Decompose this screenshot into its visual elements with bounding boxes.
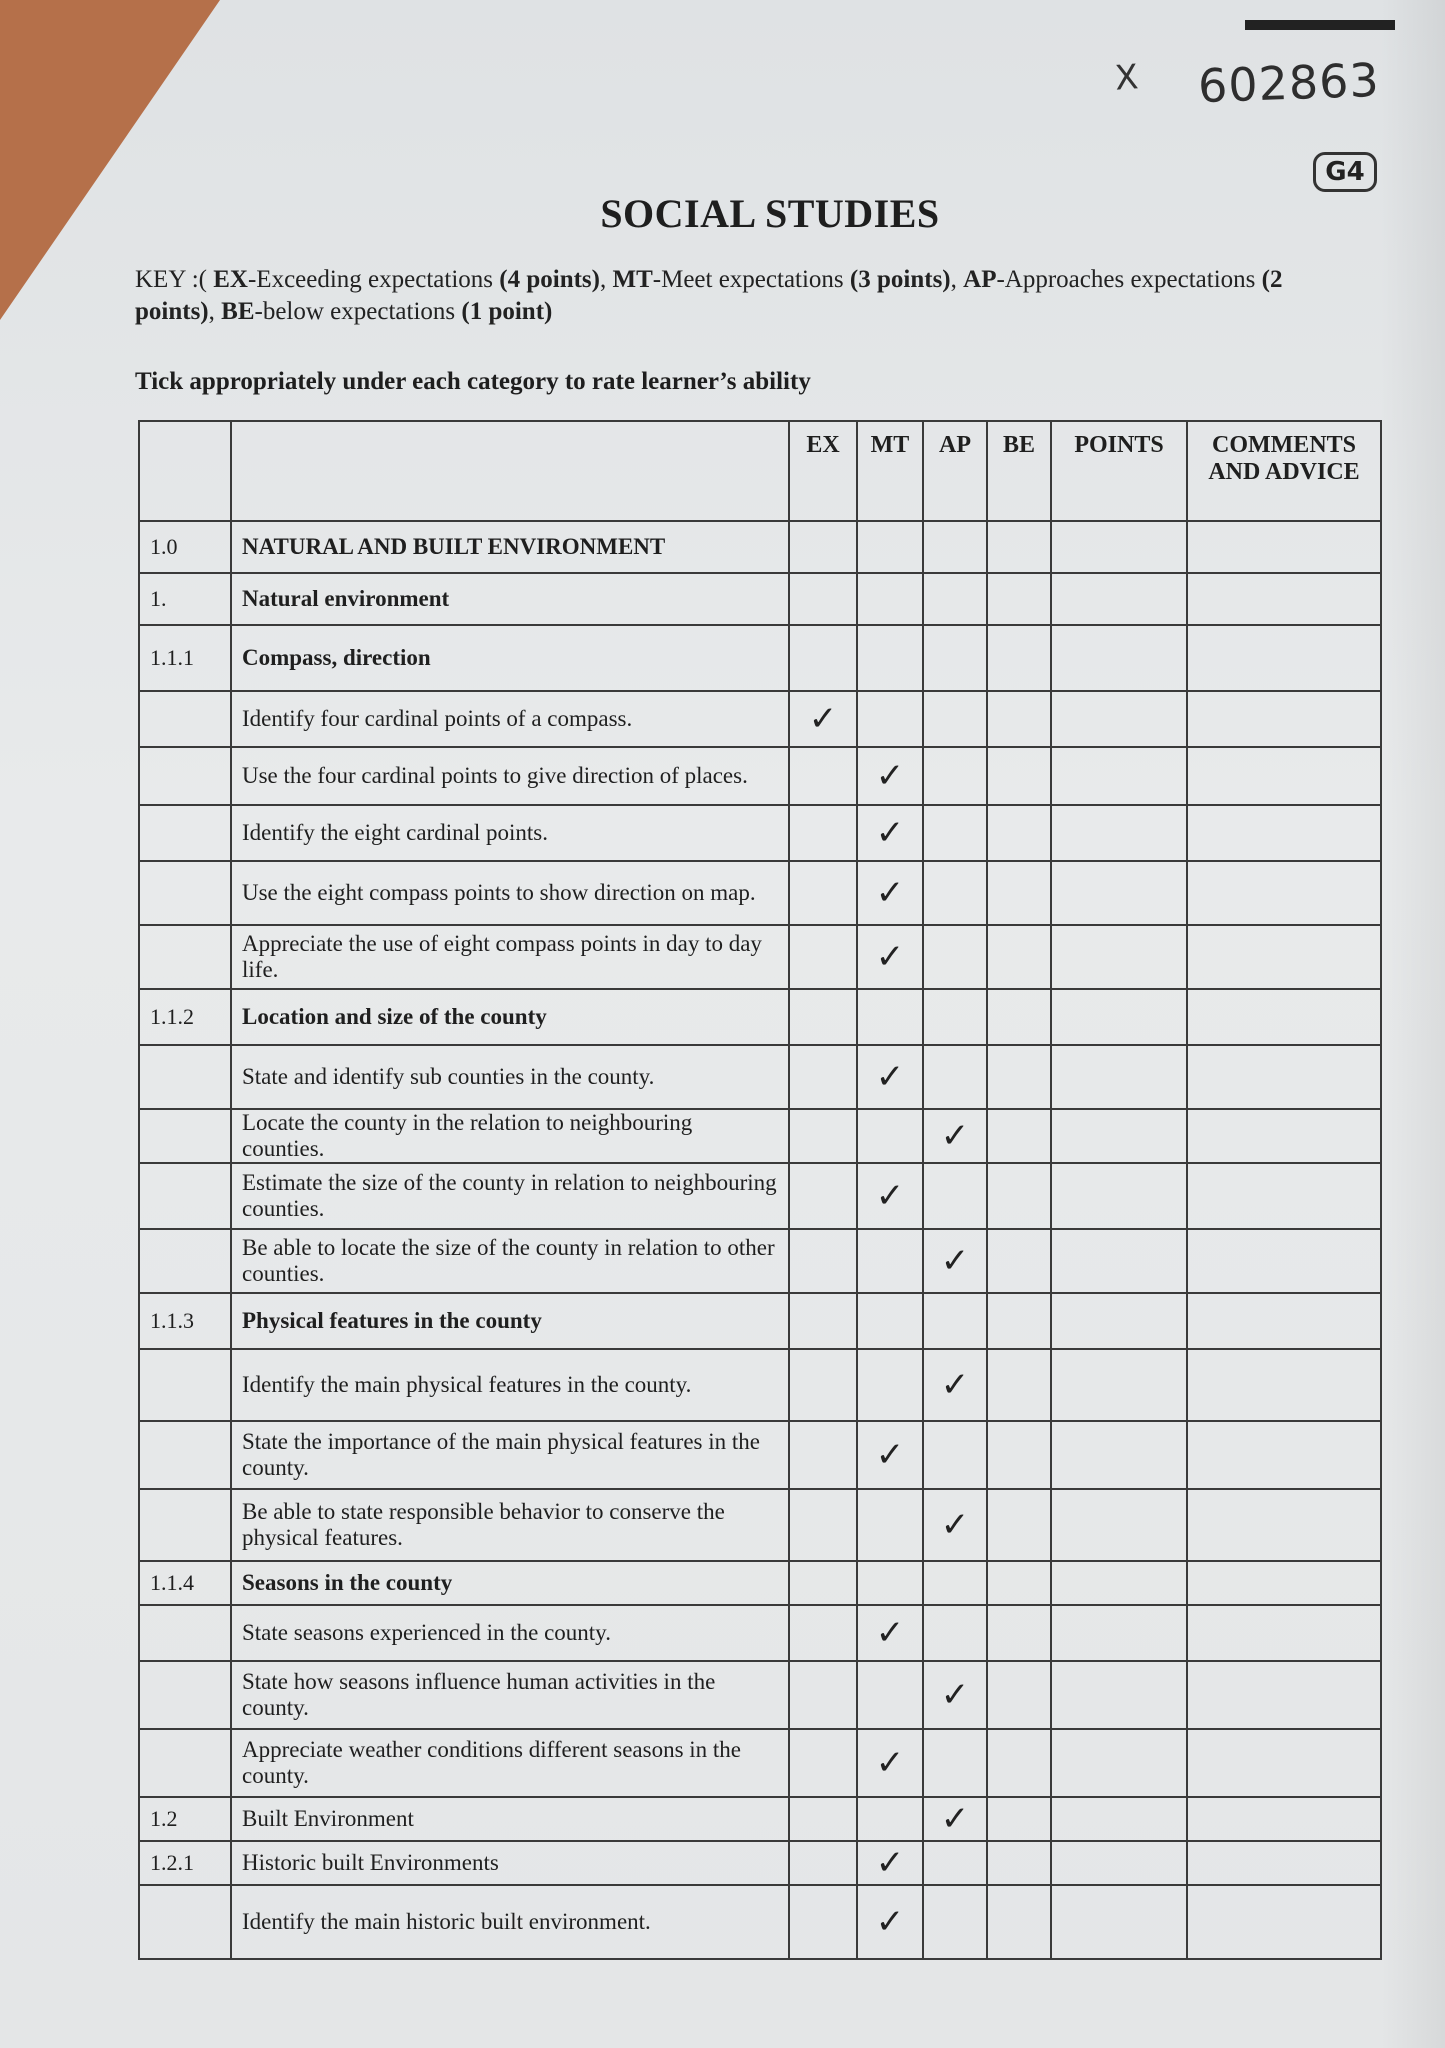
row-number [139, 1489, 231, 1561]
learning-outcome: Identify the main physical features in the county. [231, 1349, 789, 1421]
tick-mark-icon: ✓ [940, 1675, 970, 1715]
rating-cell-ap[interactable] [923, 1349, 987, 1421]
rating-cell-mt[interactable] [857, 1489, 923, 1561]
rating-cell-ap[interactable] [923, 1293, 987, 1349]
learning-outcome: Be able to locate the size of the county in relation to other counties. [231, 1229, 789, 1293]
row-number: 1.1.2 [139, 989, 231, 1045]
rating-cell-be[interactable] [987, 691, 1051, 747]
rating-cell-mt[interactable] [857, 1841, 923, 1885]
rating-cell-mt[interactable] [857, 625, 923, 691]
comments-cell[interactable] [1187, 1661, 1381, 1729]
rating-cell-ex[interactable] [789, 1885, 857, 1959]
key-mt-code: MT [612, 266, 653, 293]
rating-key: KEY :( EX-Exceeding expectations (4 points), MT-Meet expectations (3 points), AP-Approaches expectations (2 points), BE-below expectations (1 point) [135, 266, 1283, 325]
section-heading: Location and size of the county [231, 989, 789, 1045]
rating-cell-be[interactable] [987, 1421, 1051, 1489]
comments-cell[interactable] [1187, 1797, 1381, 1841]
tick-mark-icon: ✓ [875, 937, 905, 977]
rating-cell-ex[interactable] [789, 1489, 857, 1561]
table-row [139, 1045, 1381, 1109]
comments-cell[interactable] [1187, 1293, 1381, 1349]
rating-cell-be[interactable] [987, 1293, 1051, 1349]
learning-outcome: Identify the main historic built environment. [231, 1885, 789, 1959]
row-number [139, 691, 231, 747]
rating-cell-ex[interactable] [789, 1109, 857, 1163]
column-header-points: POINTS [1051, 421, 1187, 521]
row-number [139, 925, 231, 989]
rating-cell-ap[interactable] [923, 1729, 987, 1797]
points-cell[interactable] [1051, 1229, 1187, 1293]
table-row [139, 1109, 1381, 1163]
comments-cell[interactable] [1187, 805, 1381, 861]
tick-mark-icon: ✓ [875, 1613, 905, 1653]
rating-cell-mt[interactable] [857, 861, 923, 925]
row-number [139, 1109, 231, 1163]
key-ap-code: AP [963, 266, 997, 293]
points-cell[interactable] [1051, 747, 1187, 805]
rating-cell-mt[interactable] [857, 989, 923, 1045]
paper-edge-shadow [1380, 0, 1445, 2048]
points-cell[interactable] [1051, 1045, 1187, 1109]
rating-cell-ex[interactable] [789, 1421, 857, 1489]
rating-cell-ex[interactable] [789, 573, 857, 625]
column-header-ap: AP [923, 421, 987, 521]
rating-cell-ap[interactable] [923, 691, 987, 747]
rating-cell-mt[interactable] [857, 1229, 923, 1293]
rating-cell-mt[interactable] [857, 1661, 923, 1729]
rating-cell-mt[interactable] [857, 1293, 923, 1349]
grade-badge: G4 [1313, 152, 1377, 192]
key-ex-text: -Exceeding expectations [247, 266, 500, 293]
learning-outcome: Be able to state responsible behavior to conserve the physical features. [231, 1489, 789, 1561]
comments-cell[interactable] [1187, 861, 1381, 925]
tick-mark-icon: ✓ [940, 1799, 970, 1839]
rating-cell-mt[interactable] [857, 573, 923, 625]
key-ap-text: -Approaches expectations [996, 266, 1262, 293]
rating-cell-ex[interactable] [789, 989, 857, 1045]
handwritten-mark: X [1113, 57, 1140, 99]
tick-mark-icon: ✓ [940, 1241, 970, 1281]
points-cell[interactable] [1051, 861, 1187, 925]
rating-cell-ex[interactable] [789, 1561, 857, 1605]
rating-cell-be[interactable] [987, 1489, 1051, 1561]
section-heading: Seasons in the county [231, 1561, 789, 1605]
table-row [139, 625, 1381, 691]
points-cell[interactable] [1051, 1163, 1187, 1229]
rating-cell-ap[interactable] [923, 1163, 987, 1229]
rating-cell-be[interactable] [987, 573, 1051, 625]
tick-mark-icon: ✓ [875, 813, 905, 853]
rating-cell-be[interactable] [987, 1229, 1051, 1293]
row-number [139, 747, 231, 805]
row-number: 1. [139, 573, 231, 625]
tick-mark-icon: ✓ [875, 1176, 905, 1216]
table-row [139, 1661, 1381, 1729]
column-header-be: BE [987, 421, 1051, 521]
rating-cell-mt[interactable] [857, 1797, 923, 1841]
row-number: 1.0 [139, 521, 231, 573]
rating-cell-be[interactable] [987, 1605, 1051, 1661]
rating-cell-mt[interactable] [857, 805, 923, 861]
rating-cell-ap[interactable] [923, 747, 987, 805]
points-cell[interactable] [1051, 1729, 1187, 1797]
rating-cell-mt[interactable] [857, 1605, 923, 1661]
rating-cell-be[interactable] [987, 925, 1051, 989]
rating-cell-ex[interactable] [789, 1293, 857, 1349]
rating-cell-ap[interactable] [923, 521, 987, 573]
rating-cell-be[interactable] [987, 805, 1051, 861]
rating-cell-ap[interactable] [923, 861, 987, 925]
learning-outcome: Built Environment [231, 1797, 789, 1841]
rating-cell-be[interactable] [987, 1045, 1051, 1109]
top-edge-bar [1245, 20, 1395, 30]
rating-cell-mt[interactable] [857, 1729, 923, 1797]
tick-mark-icon: ✓ [875, 1902, 905, 1942]
table-row [139, 747, 1381, 805]
tick-mark-icon: ✓ [940, 1505, 970, 1545]
row-number [139, 861, 231, 925]
rating-cell-be[interactable] [987, 625, 1051, 691]
key-be-code: BE [221, 298, 255, 325]
rating-cell-ap[interactable] [923, 1109, 987, 1163]
rating-cell-be[interactable] [987, 1561, 1051, 1605]
rating-cell-be[interactable] [987, 989, 1051, 1045]
row-number [139, 1661, 231, 1729]
header-row [139, 421, 1381, 521]
learning-outcome: Identify the eight cardinal points. [231, 805, 789, 861]
points-cell[interactable] [1051, 805, 1187, 861]
tick-mark-icon: ✓ [875, 756, 905, 796]
comments-cell[interactable] [1187, 1349, 1381, 1421]
table-row [139, 1885, 1381, 1959]
rating-cell-ex[interactable] [789, 747, 857, 805]
comments-cell[interactable] [1187, 1605, 1381, 1661]
rating-cell-mt[interactable] [857, 1561, 923, 1605]
assessment-table [138, 420, 1382, 1960]
tick-mark-icon: ✓ [875, 1843, 905, 1883]
rating-cell-be[interactable] [987, 1163, 1051, 1229]
rating-cell-mt[interactable] [857, 1163, 923, 1229]
rating-cell-be[interactable] [987, 1661, 1051, 1729]
table-row [139, 925, 1381, 989]
points-cell[interactable] [1051, 925, 1187, 989]
points-cell[interactable] [1051, 691, 1187, 747]
rating-cell-mt[interactable] [857, 1349, 923, 1421]
table-row [139, 1229, 1381, 1293]
rating-cell-be[interactable] [987, 1349, 1051, 1421]
table-row [139, 1421, 1381, 1489]
rating-cell-ex[interactable] [789, 1605, 857, 1661]
table-row [139, 691, 1381, 747]
comments-cell[interactable] [1187, 1229, 1381, 1293]
tick-mark-icon: ✓ [808, 699, 838, 739]
comments-cell[interactable] [1187, 1729, 1381, 1797]
comments-cell[interactable] [1187, 1421, 1381, 1489]
table-row [139, 1349, 1381, 1421]
rating-cell-ap[interactable] [923, 805, 987, 861]
table-row [139, 805, 1381, 861]
comments-cell[interactable] [1187, 691, 1381, 747]
learning-outcome: State how seasons influence human activities in the county. [231, 1661, 789, 1729]
rating-cell-ex[interactable] [789, 1349, 857, 1421]
points-cell[interactable] [1051, 1109, 1187, 1163]
row-number: 1.1.3 [139, 1293, 231, 1349]
rating-cell-be[interactable] [987, 1109, 1051, 1163]
points-cell[interactable] [1051, 625, 1187, 691]
rating-cell-mt[interactable] [857, 1045, 923, 1109]
points-cell[interactable] [1051, 1885, 1187, 1959]
learning-outcome: Appreciate weather conditions different seasons in the county. [231, 1729, 789, 1797]
rating-cell-mt[interactable] [857, 1109, 923, 1163]
rating-cell-be[interactable] [987, 747, 1051, 805]
rating-cell-ap[interactable] [923, 1885, 987, 1959]
row-number [139, 1229, 231, 1293]
rating-cell-ap[interactable] [923, 573, 987, 625]
row-number: 1.2 [139, 1797, 231, 1841]
comments-cell[interactable] [1187, 1885, 1381, 1959]
points-cell[interactable] [1051, 1561, 1187, 1605]
table-row [139, 1797, 1381, 1841]
rating-cell-ex[interactable] [789, 925, 857, 989]
rating-cell-mt[interactable] [857, 747, 923, 805]
table-body [139, 521, 1381, 1959]
comments-cell[interactable] [1187, 989, 1381, 1045]
row-number: 1.2.1 [139, 1841, 231, 1885]
points-cell[interactable] [1051, 989, 1187, 1045]
row-number [139, 1163, 231, 1229]
points-cell[interactable] [1051, 521, 1187, 573]
key-be-points: (1 point) [461, 298, 553, 325]
rating-cell-ex[interactable] [789, 691, 857, 747]
learning-outcome: Identify four cardinal points of a compass. [231, 691, 789, 747]
key-ex-code: EX [213, 266, 248, 293]
rating-cell-ap[interactable] [923, 1229, 987, 1293]
table-row [139, 861, 1381, 925]
table-row [139, 1561, 1381, 1605]
rating-cell-mt[interactable] [857, 1421, 923, 1489]
comments-cell[interactable] [1187, 1561, 1381, 1605]
section-heading: Physical features in the county [231, 1293, 789, 1349]
tick-mark-icon: ✓ [875, 1057, 905, 1097]
comments-cell[interactable] [1187, 1489, 1381, 1561]
row-number [139, 1605, 231, 1661]
section-heading: Compass, direction [231, 625, 789, 691]
rating-cell-ap[interactable] [923, 925, 987, 989]
table-row [139, 989, 1381, 1045]
rating-cell-ap[interactable] [923, 989, 987, 1045]
row-number [139, 1885, 231, 1959]
points-cell[interactable] [1051, 1349, 1187, 1421]
key-prefix: KEY :( [135, 266, 214, 293]
comments-cell[interactable] [1187, 573, 1381, 625]
comments-cell[interactable] [1187, 1163, 1381, 1229]
section-heading: Natural environment [231, 573, 789, 625]
rating-cell-ex[interactable] [789, 1729, 857, 1797]
comments-cell[interactable] [1187, 925, 1381, 989]
points-cell[interactable] [1051, 1797, 1187, 1841]
points-cell[interactable] [1051, 1489, 1187, 1561]
learning-outcome: State the importance of the main physical features in the county. [231, 1421, 789, 1489]
rating-cell-be[interactable] [987, 861, 1051, 925]
points-cell[interactable] [1051, 1605, 1187, 1661]
tick-mark-icon: ✓ [875, 873, 905, 913]
rating-cell-ap[interactable] [923, 1421, 987, 1489]
rating-cell-ex[interactable] [789, 805, 857, 861]
rating-cell-mt[interactable] [857, 925, 923, 989]
rating-cell-mt[interactable] [857, 521, 923, 573]
comments-cell[interactable] [1187, 747, 1381, 805]
tick-mark-icon: ✓ [875, 1435, 905, 1475]
key-mt-text: -Meet expectations [652, 266, 850, 293]
header-num-cell [139, 421, 231, 521]
learning-outcome: Appreciate the use of eight compass points in day to day life. [231, 925, 789, 989]
comments-cell[interactable] [1187, 1045, 1381, 1109]
column-header-ex: EX [789, 421, 857, 521]
points-cell[interactable] [1051, 1293, 1187, 1349]
table-row [139, 1729, 1381, 1797]
row-number: 1.1.4 [139, 1561, 231, 1605]
instruction-text: Tick appropriately under each category to rate learner’s ability [135, 368, 811, 395]
page-title: SOCIAL STUDIES [600, 191, 940, 236]
key-be-text: -below expectations [254, 298, 462, 325]
rating-cell-ap[interactable] [923, 625, 987, 691]
table-row [139, 1293, 1381, 1349]
row-number: 1.1.1 [139, 625, 231, 691]
column-header-comments: COMMENTS AND ADVICE [1187, 421, 1381, 521]
rating-cell-ap[interactable] [923, 1561, 987, 1605]
table-row [139, 1605, 1381, 1661]
table-row [139, 521, 1381, 573]
comments-cell[interactable] [1187, 1109, 1381, 1163]
tick-mark-icon: ✓ [875, 1743, 905, 1783]
rating-cell-ex[interactable] [789, 625, 857, 691]
rating-cell-be[interactable] [987, 1885, 1051, 1959]
rating-cell-mt[interactable] [857, 1885, 923, 1959]
rating-cell-ex[interactable] [789, 1841, 857, 1885]
row-number [139, 1045, 231, 1109]
rating-cell-ex[interactable] [789, 1797, 857, 1841]
learning-outcome: State and identify sub counties in the county. [231, 1045, 789, 1109]
handwritten-number: 602863 [1197, 52, 1381, 114]
rating-cell-be[interactable] [987, 1797, 1051, 1841]
rating-cell-ap[interactable] [923, 1841, 987, 1885]
table-row [139, 1489, 1381, 1561]
table-row [139, 573, 1381, 625]
key-mt-points: (3 points) [849, 266, 951, 293]
section-heading: NATURAL AND BUILT ENVIRONMENT [231, 521, 789, 573]
row-number [139, 1729, 231, 1797]
header-strand-cell [231, 421, 789, 521]
rating-cell-be[interactable] [987, 1841, 1051, 1885]
learning-outcome: Estimate the size of the county in relation to neighbouring counties. [231, 1163, 789, 1229]
rating-cell-ap[interactable] [923, 1045, 987, 1109]
points-cell[interactable] [1051, 1841, 1187, 1885]
learning-outcome: Use the four cardinal points to give direction of places. [231, 747, 789, 805]
rating-cell-be[interactable] [987, 521, 1051, 573]
rating-cell-ex[interactable] [789, 1045, 857, 1109]
learning-outcome: Locate the county in the relation to neighbouring counties. [231, 1109, 789, 1163]
row-number [139, 1349, 231, 1421]
rating-cell-ap[interactable] [923, 1489, 987, 1561]
rating-cell-ap[interactable] [923, 1605, 987, 1661]
table-row [139, 1841, 1381, 1885]
key-ap-points: (2 points) [135, 266, 1283, 325]
table-row [139, 1163, 1381, 1229]
rating-cell-ex[interactable] [789, 861, 857, 925]
rating-cell-be[interactable] [987, 1729, 1051, 1797]
tick-mark-icon: ✓ [940, 1365, 970, 1405]
rating-cell-ex[interactable] [789, 1163, 857, 1229]
learning-outcome: State seasons experienced in the county. [231, 1605, 789, 1661]
column-header-mt: MT [857, 421, 923, 521]
comments-cell[interactable] [1187, 1841, 1381, 1885]
rating-cell-mt[interactable] [857, 691, 923, 747]
learning-outcome: Historic built Environments [231, 1841, 789, 1885]
rating-cell-ap[interactable] [923, 1661, 987, 1729]
rating-cell-ex[interactable] [789, 1661, 857, 1729]
comments-cell[interactable] [1187, 625, 1381, 691]
rating-cell-ap[interactable] [923, 1797, 987, 1841]
points-cell[interactable] [1051, 1661, 1187, 1729]
row-number [139, 1421, 231, 1489]
rating-cell-ex[interactable] [789, 1229, 857, 1293]
rating-cell-ex[interactable] [789, 521, 857, 573]
learning-outcome: Use the eight compass points to show direction on map. [231, 861, 789, 925]
points-cell[interactable] [1051, 1421, 1187, 1489]
key-ex-points: (4 points) [499, 266, 600, 293]
comments-cell[interactable] [1187, 521, 1381, 573]
row-number [139, 805, 231, 861]
points-cell[interactable] [1051, 573, 1187, 625]
tick-mark-icon: ✓ [940, 1116, 970, 1156]
